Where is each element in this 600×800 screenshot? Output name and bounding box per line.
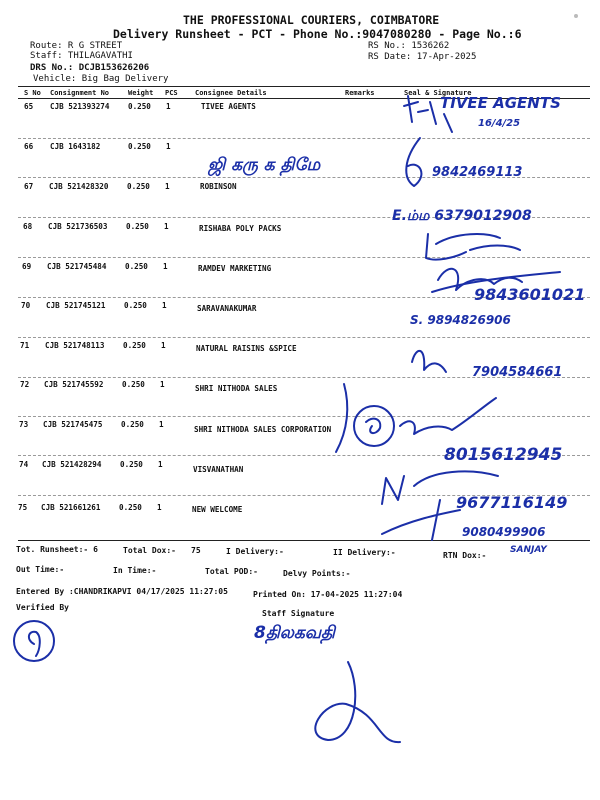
row-71-weight: 0.250 [123,341,146,350]
stamp-tivee-text: TIVEE AGENTS [440,94,561,112]
col-header-pcs: PCS [165,89,178,97]
row-68-sno: 68 [23,222,33,231]
row-69-pcs: 1 [163,262,168,271]
entered-by: Entered By :CHANDRIKAPVI 04/17/2025 11:27:05 [16,587,228,596]
rs-date: RS Date: 17-Apr-2025 [368,52,477,62]
in-time: In Time:- [113,566,157,575]
row-71-sno: 71 [20,341,30,350]
staff-label: Staff: THILAGAVATHI [30,51,133,61]
col-header-sno: S No [24,89,41,97]
phone-71: 7904584661 [472,365,563,380]
printed-on: Printed On: 17-04-2025 11:27:04 [253,590,403,599]
phone-75: 9080499906 [462,525,546,539]
total-pod: Total POD:- [205,567,258,576]
total-dox-label: Total Dox:- [123,546,176,555]
row-68-consignment: CJB 521736503 [48,222,108,231]
phone-73: 8015612945 [444,445,563,465]
row-73-consignee: SHRI NITHODA SALES CORPORATION [194,425,332,434]
staff-signature-flourish [315,662,400,742]
row-70-weight: 0.250 [124,301,147,310]
row-65-consignment: CJB 521393274 [50,102,110,111]
ii-delivery: II Delivery:- [333,548,396,557]
row-66-sno: 66 [24,142,34,151]
name-75: SANJAY [510,545,547,555]
row-69-consignment: CJB 521745484 [47,262,107,271]
row-73-consignment: CJB 521745475 [43,420,103,429]
row-74-consignee: VISVANATHAN [193,465,244,474]
col-header-weight: Weight [128,89,154,97]
row-75-consignment: CJB 521661261 [41,503,101,512]
row-74-weight: 0.250 [120,460,143,469]
row-72-weight: 0.250 [122,380,145,389]
signature-69 [432,269,585,304]
signature-74 [382,471,567,512]
phone-66: 9842469113 [432,165,523,180]
rs-number: RS No.: 1536262 [368,41,450,51]
company-title: THE PROFESSIONAL COURIERS, COIMBATORE [183,13,440,27]
staff-signature-tamil: 8திலகவதி [254,623,335,643]
signature-72-73 [336,384,562,465]
sign-70: S. 9894826906 [410,313,511,327]
row-69-sno: 69 [22,262,32,271]
delvy-points: Delvy Points:- [283,569,351,578]
row-71-consignee: NATURAL RAISINS &SPICE [196,344,297,353]
staff-signature-label: Staff Signature [262,609,335,618]
i-delivery: I Delivery:- [226,547,284,556]
rtn-dox: RTN Dox:- [443,551,487,560]
row-70-consignee: SARAVANAKUMAR [197,304,257,313]
phone-74: 9677116149 [456,493,568,512]
phone-67: E.ம்ம 6379012908 [392,208,532,224]
row-69-consignee: RAMDEV MARKETING [198,264,272,273]
row-74-pcs: 1 [158,460,163,469]
col-header-seal-signature: Seal & Signature [404,89,472,97]
row-72-sno: 72 [20,380,30,389]
date-65: 16/4/25 [478,118,521,129]
verified-circle-mark [14,621,54,661]
row-70-consignment: CJB 521745121 [46,301,106,310]
signature-71 [412,351,562,380]
row-70-pcs: 1 [162,301,167,310]
row-67-consignee: ROBINSON [200,182,237,191]
row-68-consignee: RISHABA POLY PACKS [199,224,282,233]
runsheet-subtitle: Delivery Runsheet - PCT - Phone No.:9047080280 - Page No.:6 [113,27,522,41]
row-74-consignment: CJB 521428294 [42,460,102,469]
row-66-consignment: CJB 1643182 [50,142,101,151]
row-73-sno: 73 [19,420,29,429]
row-74-sno: 74 [19,460,29,469]
row-75-weight: 0.250 [119,503,142,512]
row-75-sno: 75 [18,503,28,512]
row-66-weight: 0.250 [128,142,151,151]
row-65-weight: 0.250 [128,102,151,111]
col-header-consignee: Consignee Details [195,89,267,97]
row-69-weight: 0.250 [125,262,148,271]
row-68-pcs: 1 [164,222,169,231]
drs-number: DRS No.: DCJB153626206 [30,63,150,73]
row-75-consignee: NEW WELCOME [192,505,243,514]
row-70-sno: 70 [21,301,31,310]
row-75-pcs: 1 [157,503,162,512]
row-67-consignment: CJB 521428320 [49,182,109,191]
row-71-consignment: CJB 521748113 [45,341,105,350]
row-67-pcs: 1 [165,182,170,191]
row-72-pcs: 1 [160,380,165,389]
row-73-pcs: 1 [159,420,164,429]
row-67-sno: 67 [24,182,34,191]
tamil-signature-66: ஜி கரு க திமே [208,155,321,175]
row-72-consignment: CJB 521745592 [44,380,104,389]
row-66-pcs: 1 [166,142,171,151]
route-label: Route: R G STREET [30,41,123,51]
col-header-remarks: Remarks [345,89,375,97]
out-time: Out Time:- [16,565,65,574]
col-header-consignment: Consignment No [50,89,110,97]
row-65-pcs: 1 [166,102,171,111]
vehicle-label: Vehicle: Big Bag Delivery [33,74,169,84]
row-73-weight: 0.250 [121,420,144,429]
signature-66 [207,138,522,186]
row-68-weight: 0.250 [126,222,149,231]
row-67-weight: 0.250 [127,182,150,191]
total-dox-value: 75 [191,546,201,555]
signature-68 [426,234,520,260]
verified-by: Verified By [16,603,69,612]
phone-69: 9843601021 [474,285,586,304]
row-71-pcs: 1 [161,341,166,350]
seal-stamp-tivee [404,94,561,132]
row-65-consignee: TIVEE AGENTS [201,102,256,111]
row-65-sno: 65 [24,102,34,111]
row-72-consignee: SHRI NITHODA SALES [195,384,278,393]
tot-runsheet: Tot. Runsheet:- 6 [16,545,98,554]
